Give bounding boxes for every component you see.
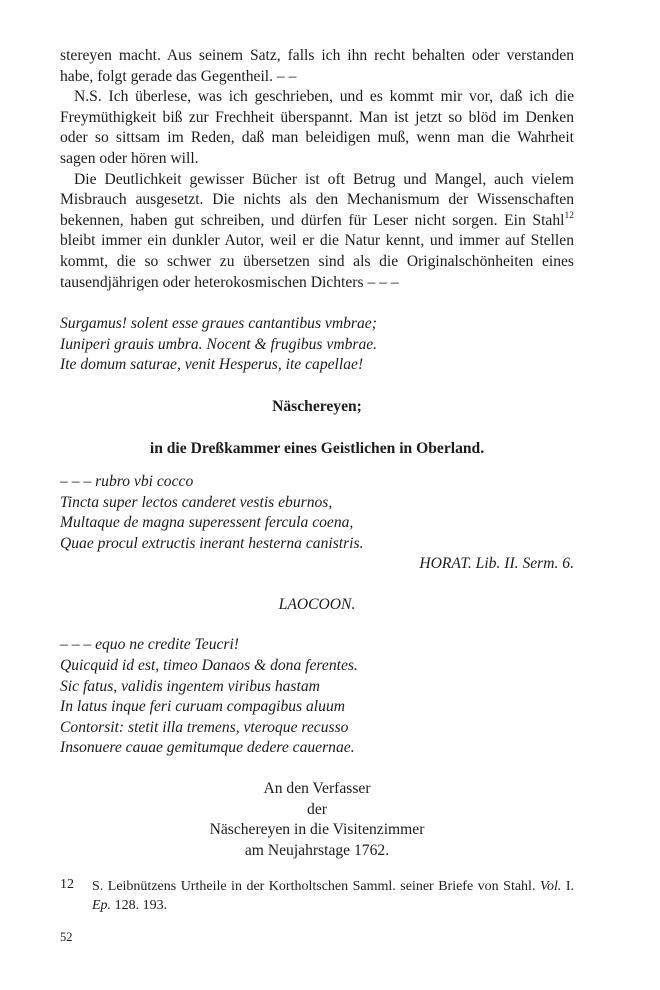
footnote-vol: Vol. [539, 879, 562, 894]
section-title: Näschereyen; [272, 397, 362, 415]
verse-line: Surgamus! solent esse graues cantantibus vmbrae; [60, 315, 377, 333]
verse-line: Contorsit: stetit illa tremens, vteroque recusso [60, 718, 349, 736]
dedication-line: der [307, 800, 327, 818]
footnote-text-c: 128. 193. [111, 898, 168, 913]
section-subtitle: in die Dreßkammer eines Geistlichen in Oberland. [149, 439, 485, 457]
dedication-line: Näschereyen in die Visitenzimmer [209, 821, 425, 839]
verse-line: Sic fatus, validis ingentem viribus hastam [60, 677, 320, 695]
footnote-text-a: S. Leibnützens Urtheile in der Kortholtschen Samml. seiner Briefe von Stahl. [92, 879, 540, 894]
dedication [60, 779, 574, 861]
verse-source: HORAT. Lib. II. Serm. 6. [419, 555, 574, 573]
dedication-line: An den Verfasser [263, 780, 371, 798]
footnote-number: 12 [60, 877, 74, 892]
page-number: 52 [60, 930, 73, 944]
verse-horace [60, 472, 574, 554]
laocoon-title: LAOCOON. [278, 595, 356, 613]
page-body [60, 46, 574, 861]
verse-line: Ite domum saturae, venit Hesperus, ite capellae! [60, 356, 364, 374]
footnote-ep: Ep. [92, 898, 112, 913]
paragraph-1: stereyen macht. Aus seinem Satz, falls ich ihn recht behalten oder verstanden habe, folgt gerade das Gegentheil. – – [60, 47, 574, 85]
verse-line: Multaque de magna superessent fercula coena, [60, 514, 354, 532]
verse-laocoon [60, 635, 574, 759]
verse-line: Quicquid id est, timeo Danaos & dona ferentes. [60, 657, 358, 675]
paragraph-3 [60, 170, 574, 294]
footnote-reference: 12 [564, 210, 574, 221]
verse-line: Quae procul extructis inerant hesterna canistris. [60, 534, 364, 552]
paragraph-3-text-a: Die Deutlichkeit gewisser Bücher ist oft Betrug und Mangel, auch vielem Misbrauch ausgesetzt. Die nichts als den Mechanismum der Wissenschaften bekennen, haben gut schreiben, und dürfen für Leser nicht sorgen. Ein Stahl [60, 170, 574, 229]
footnote-text-b: I. [561, 879, 574, 894]
verse-line: – – – rubro vbi cocco [60, 472, 194, 490]
paragraph-2: N.S. Ich überlese, was ich geschrieben, und es kommt mir vor, daß ich die Freymüthigkeit biß zur Frechheit überspannt. Man ist jetzt so blöd im Denken oder so sittsam im Reden, daß man beleidigen muß, wenn man die Wahrheit sagen oder hören will. [60, 88, 574, 167]
verse-line: Insonuere cauae gemitumque dedere cauernae. [60, 739, 355, 757]
verse-line: In latus inque feri curuam compagibus aluum [60, 698, 345, 716]
verse-line: Iuniperi grauis umbra. Nocent & frugibus vmbrae. [60, 335, 378, 353]
verse-surgamus [60, 314, 574, 376]
verse-line: – – – equo ne credite Teucri! [60, 636, 239, 654]
footnote-text [92, 877, 574, 915]
verse-line: Tincta super lectos canderet vestis eburnos, [60, 493, 333, 511]
paragraph-3-text-b: bleibt immer ein dunkler Autor, weil er die Natur kennt, und immer auf Stellen kommt, die so schwer zu übersetzen sind als die Originalschönheiten eines tausendjährigen oder heterokosmischen Dichters – – – [60, 232, 574, 291]
dedication-line: am Neujahrstage 1762. [244, 841, 390, 859]
